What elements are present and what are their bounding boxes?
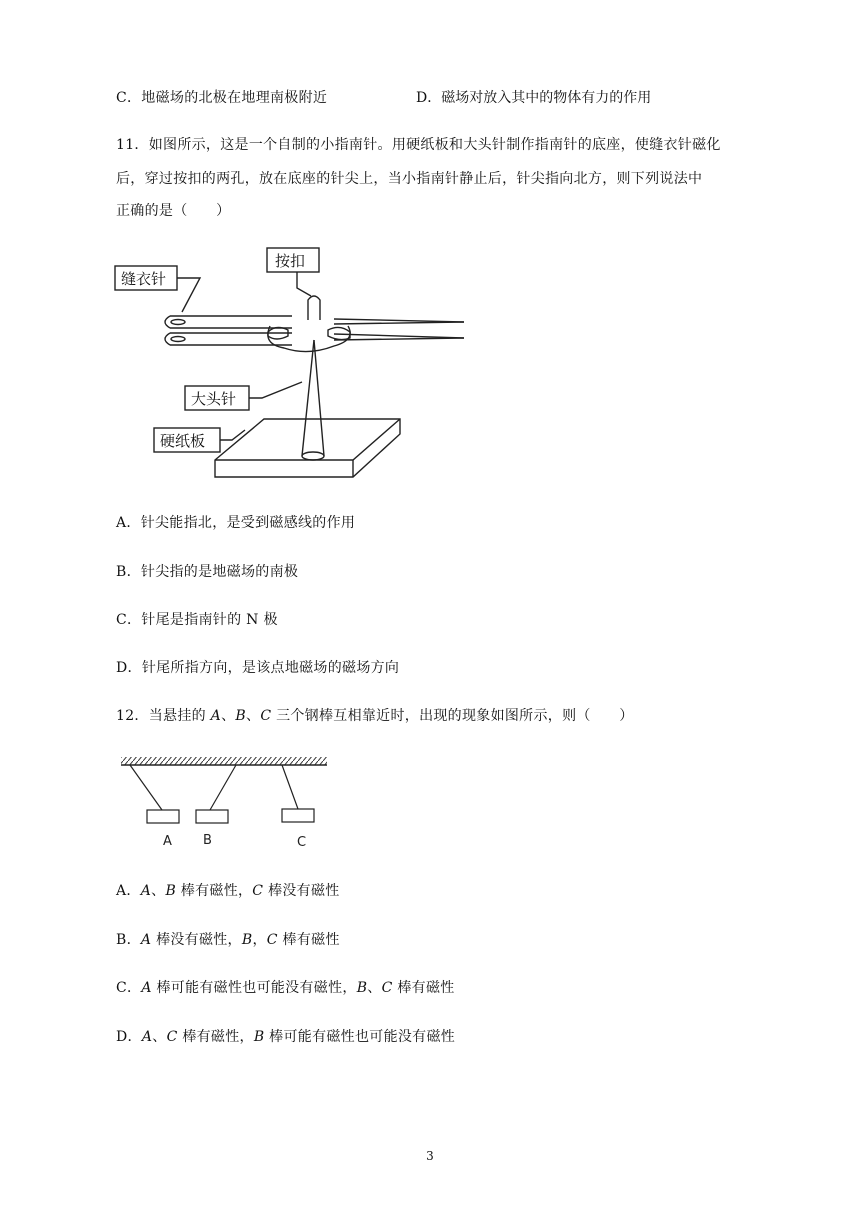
label-cardboard: 硬纸板: [160, 432, 206, 450]
q11-option-a: A．针尖能指北，是受到磁感线的作用: [116, 515, 356, 531]
string-c: [282, 765, 298, 809]
label-rod-b: B: [203, 833, 212, 848]
q11-option-c: C．针尾是指南针的 N 极: [116, 612, 278, 628]
string-a: [130, 765, 162, 810]
q12-option-d: D．A、C 棒有磁性，B 棒可能有磁性也可能没有磁性: [116, 1029, 456, 1045]
compass-figure: [112, 244, 472, 486]
q11-stem-line-3: 正确的是（ ）: [116, 203, 231, 219]
q11-stem-line-1: 11．如图所示，这是一个自制的小指南针。用硬纸板和大头针制作指南针的底座，使缝衣针磁化: [116, 137, 721, 153]
q10-option-c: C．地磁场的北极在地理南极附近: [116, 90, 328, 106]
ceiling-hatch: [121, 757, 327, 765]
q12-stem: 12．当悬挂的 A、B、C 三个钢棒互相靠近时，出现的现象如图所示，则（ ）: [116, 708, 634, 724]
rod-a: [147, 810, 179, 823]
label-sewing-needle: 缝衣针: [121, 270, 167, 288]
string-b: [210, 765, 236, 810]
rod-c: [282, 809, 314, 822]
q11-option-d: D．针尾所指方向，是该点地磁场的磁场方向: [116, 660, 400, 676]
q12-option-b: B．A 棒没有磁性，B，C 棒有磁性: [116, 932, 340, 948]
steel-rods-figure: [118, 755, 334, 855]
q11-stem-line-2: 后，穿过按扣的两孔，放在底座的针尖上，当小指南针静止后，针尖指向北方，则下列说法中: [116, 171, 703, 187]
rod-b: [196, 810, 228, 823]
q10-option-d: D．磁场对放入其中的物体有力的作用: [416, 90, 652, 106]
q12-option-a: A．A、B 棒有磁性，C 棒没有磁性: [116, 883, 340, 899]
page-number: 3: [426, 1149, 434, 1163]
label-snap-button: 按扣: [275, 252, 306, 270]
q12-option-c: C．A 棒可能有磁性也可能没有磁性，B、C 棒有磁性: [116, 980, 455, 996]
label-rod-c: C: [297, 835, 307, 850]
q11-option-b: B．针尖指的是地磁场的南极: [116, 564, 299, 580]
label-rod-a: A: [163, 834, 172, 849]
label-pin: 大头针: [191, 390, 237, 408]
